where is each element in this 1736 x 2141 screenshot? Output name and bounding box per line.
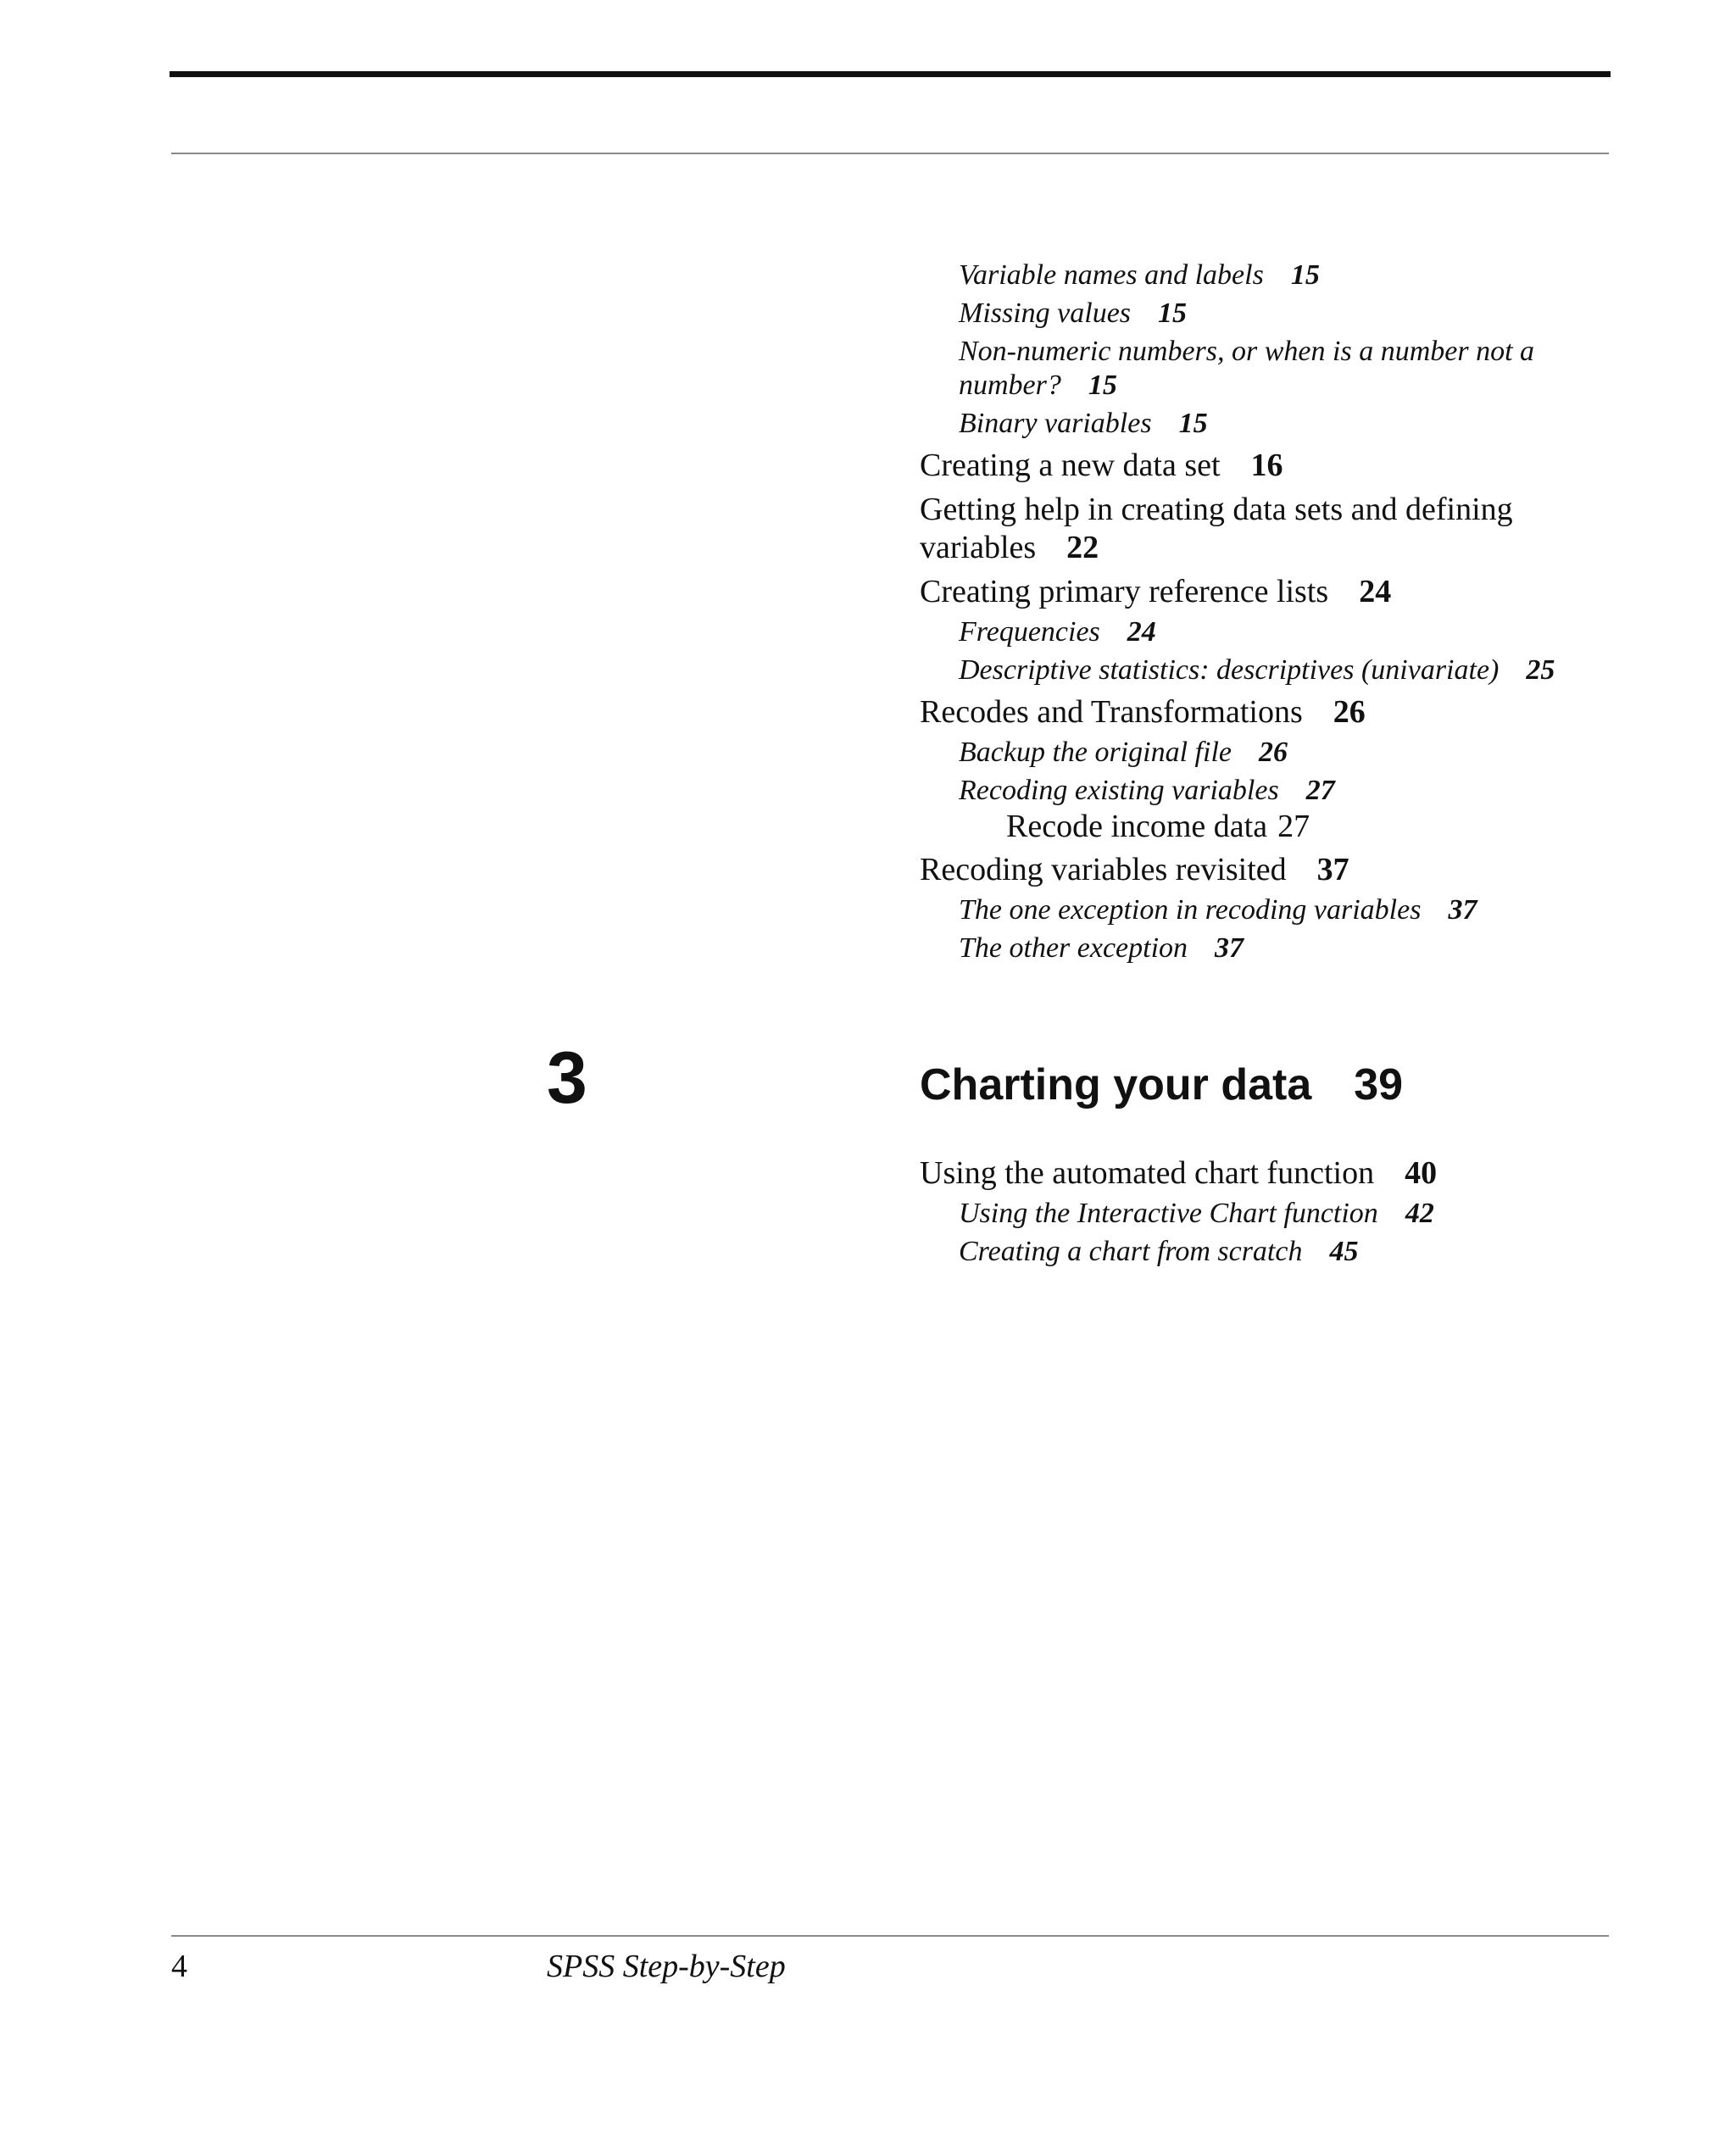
- toc-entry-page: 37: [1215, 932, 1244, 964]
- toc-entry-page: 15: [1158, 298, 1188, 329]
- toc-entry-title: Creating a chart from scratch: [959, 1236, 1303, 1267]
- toc-entry-title: Getting help in creating data sets and defining variables: [920, 492, 1513, 565]
- toc-list-top: [920, 254, 1598, 965]
- toc-entry[interactable]: [959, 653, 1598, 687]
- toc-entry-page: 24: [1359, 574, 1392, 609]
- toc-entry-page: 37: [1316, 852, 1349, 887]
- toc-list-bottom: [920, 1148, 1598, 1269]
- toc-entry-title: The other exception: [959, 932, 1188, 964]
- toc-entry-page: 25: [1526, 654, 1555, 686]
- chapter-number: 3: [547, 1037, 587, 1119]
- chapter-heading[interactable]: [920, 1059, 1403, 1110]
- toc-entry[interactable]: [920, 1154, 1598, 1193]
- toc-entry-page: 27: [1277, 809, 1310, 844]
- header-thin-rule: [171, 153, 1609, 154]
- toc-entry-page: 26: [1333, 694, 1366, 730]
- toc-entry-page: 37: [1448, 894, 1477, 926]
- toc-entry-title: Backup the original file: [959, 737, 1232, 768]
- toc-entry-page: 40: [1405, 1155, 1438, 1191]
- toc-entry[interactable]: [959, 407, 1598, 441]
- toc-entry-title: Recoding variables revisited: [920, 852, 1287, 887]
- toc-entry-page: 27: [1305, 775, 1335, 806]
- toc-entry-title: Non-numeric numbers, or when is a number not a number?: [959, 336, 1535, 401]
- toc-entry-title: Frequencies: [959, 616, 1100, 648]
- toc-entry[interactable]: [959, 893, 1598, 927]
- toc-entry[interactable]: [959, 931, 1598, 965]
- toc-entry[interactable]: [959, 615, 1598, 649]
- toc-entry[interactable]: [959, 1235, 1598, 1269]
- toc-entry[interactable]: [959, 259, 1598, 292]
- footer-page-number: 4: [171, 1949, 187, 1984]
- toc-entry[interactable]: [920, 693, 1598, 731]
- header-thick-rule: [170, 71, 1611, 77]
- toc-entry[interactable]: [959, 297, 1598, 331]
- toc-entry-title: Recode income data: [1006, 809, 1268, 844]
- toc-entry-title: Recodes and Transformations: [920, 694, 1303, 730]
- toc-entry-title: Creating primary reference lists: [920, 574, 1329, 609]
- toc-entry-title: Creating a new data set: [920, 448, 1221, 483]
- toc-entry-title: Variable names and labels: [959, 259, 1264, 291]
- toc-entry-page: 22: [1066, 530, 1099, 565]
- toc-entry-title: Descriptive statistics: descriptives (univariate): [959, 654, 1500, 686]
- chapter-page: 39: [1354, 1060, 1404, 1109]
- toc-entry[interactable]: [1006, 808, 1598, 845]
- toc-entry-page: 42: [1405, 1198, 1434, 1229]
- toc-entry-title: Using the Interactive Chart function: [959, 1198, 1378, 1229]
- footer-rule: [171, 1935, 1609, 1937]
- toc-entry-page: 16: [1250, 448, 1283, 483]
- toc-entry[interactable]: [920, 573, 1598, 611]
- toc-entry[interactable]: [959, 774, 1598, 808]
- toc-entry-page: 15: [1178, 408, 1208, 439]
- toc-entry[interactable]: [959, 335, 1598, 403]
- toc-entry-page: 45: [1329, 1236, 1359, 1267]
- toc-entry[interactable]: [959, 1197, 1598, 1231]
- toc-entry[interactable]: [920, 447, 1598, 485]
- toc-entry-page: 15: [1088, 370, 1117, 401]
- toc-entry-title: Missing values: [959, 298, 1132, 329]
- toc-entry-title: Using the automated chart function: [920, 1155, 1375, 1191]
- toc-entry[interactable]: [920, 491, 1598, 567]
- toc-entry-page: 24: [1127, 616, 1156, 648]
- toc-entry-page: 15: [1290, 259, 1320, 291]
- chapter-title: Charting your data: [920, 1060, 1312, 1109]
- footer-book-title: SPSS Step-by-Step: [547, 1949, 786, 1984]
- toc-entry-title: Binary variables: [959, 408, 1152, 439]
- toc-entry-page: 26: [1259, 737, 1288, 768]
- toc-entry[interactable]: [920, 851, 1598, 889]
- toc-entry[interactable]: [959, 736, 1598, 770]
- toc-entry-title: Recoding existing variables: [959, 775, 1279, 806]
- toc-entry-title: The one exception in recoding variables: [959, 894, 1422, 926]
